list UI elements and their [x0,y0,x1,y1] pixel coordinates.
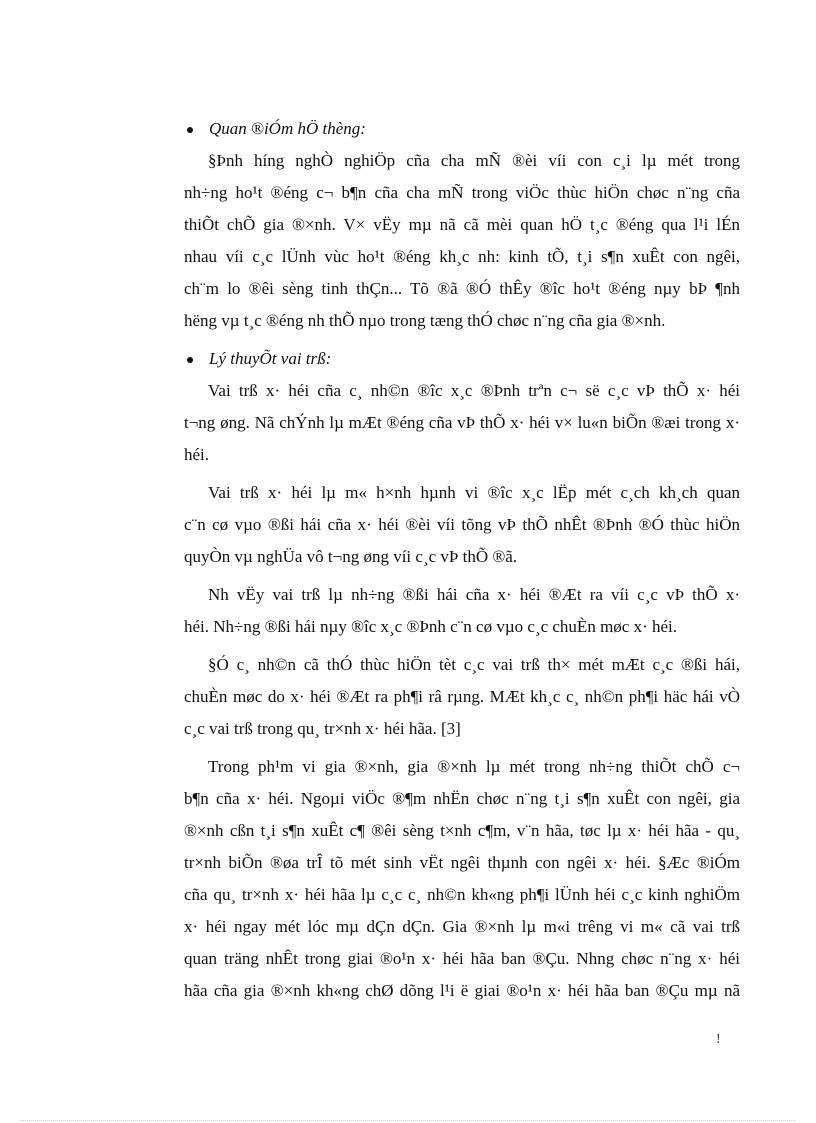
paragraph-line: ch¨m lo ®êi sèng tinh thÇn... Tõ ®ã ®Ó thÊy ®îc ho¹t ®éng nµy bÞ ¶nh [184,279,740,298]
paragraph-line: c¸c vai trß trong qu¸ tr×nh x· héi hãa. [3] [184,719,461,738]
paragraph-line: b¶n cña x· héi. Ngoµi viÖc ®¶m nhËn chøc n¨ng t¸i s¶n xuÊt con ngêi, gia [184,789,740,808]
section-heading-text: Quan ®iÓm hÖ thèng: [209,119,366,138]
paragraph [160,145,740,337]
paragraph-line: héi. Nh÷ng ®ßi hái nµy ®îc x¸c ®Þnh c¨n cø vµo c¸c chuÈn møc x· héi. [184,617,678,636]
paragraph [160,477,740,573]
paragraph-line: ®×nh cßn t¸i s¶n xuÊt c¶ ®êi sèng t×nh c¶m, v¨n hãa, tøc lµ x· héi hãa - qu¸ [184,821,740,840]
paragraph-line: Nh vËy vai trß lµ nh÷ng ®ßi hái cña x· héi ®Æt ra víi c¸c vÞ thÕ x· [208,585,740,604]
section-heading-text: Lý thuyÕt vai trß: [209,349,332,368]
paragraph-line: t¬ng øng. Nã chÝnh lµ mÆt ®éng cña vÞ thÕ x· héi v× lu«n biÕn ®æi trong x· [184,413,740,432]
paragraph-line: tr×nh biÕn ®øa trÎ tõ mét sinh vËt ngêi thµnh con ngêi x· héi. §Æc ®iÓm [184,853,740,872]
paragraph-line: Trong ph¹m vi gia ®×nh, gia ®×nh lµ mét trong nh÷ng thiÕt chÕ c¬ [208,757,740,776]
paragraph-line: §Ó c¸ nh©n cã thÓ thùc hiÖn tèt c¸c vai trß th× mét mÆt c¸c ®ßi hái, [208,655,740,674]
paragraph [160,579,740,643]
paragraph-line: x· héi ngay mét lóc mµ dÇn dÇn. Gia ®×nh lµ m«i trêng vi m« cã vai trß [184,917,740,936]
paragraph-line: nh÷ng ho¹t ®éng c¬ b¶n cña cha mÑ trong viÖc thùc hiÖn chøc n¨ng cña [184,183,740,202]
page-bottom-divider [20,1120,796,1121]
bullet-dot-icon [187,357,193,363]
paragraph-line: cña qu¸ tr×nh x· héi hãa lµ c¸c c¸ nh©n kh«ng ph¶i lÜnh héi c¸c kinh nghiÖm [184,885,740,904]
paragraph-line: quan träng nhÊt trong giai ®o¹n x· héi hãa ban ®Çu. Nhng chøc n¨ng x· héi [184,949,740,968]
paragraph-line: héi. [184,445,210,464]
paragraph-line: §Þnh híng nghÒ nghiÖp cña cha mÑ ®èi víi con c¸i lµ mét trong [208,151,740,170]
paragraph-line: hëng vµ t¸c ®éng nh thÕ nµo trong tæng thÓ chøc n¨ng cña gia ®×nh. [184,311,666,330]
document-body [160,113,740,1013]
paragraph-line: hãa cña gia ®×nh kh«ng chØ dõng l¹i ë giai ®o¹n x· héi hãa ban ®Çu mµ nã [184,981,740,1000]
paragraph-line: thiÕt chÕ gia ®×nh. V× vËy mµ nã cã mèi quan hÖ t¸c ®éng qua l¹i lÉn [184,215,740,234]
section-heading-systems-view [160,113,740,145]
paragraph-line: c¨n cø vµo ®ßi hái cña x· héi ®èi víi tõng vÞ thÕ nhÊt ®Þnh ®Ó thùc hiÖn [184,515,740,534]
page-number: ! [716,1032,721,1047]
paragraph [160,751,740,1007]
paragraph-line: nhau víi c¸c lÜnh vùc ho¹t ®éng kh¸c nh: kinh tÕ, t¸i s¶n xuÊt con ngêi, [184,247,740,266]
paragraph [160,375,740,471]
section-heading-role-theory [160,343,740,375]
paragraph [160,649,740,745]
paragraph-line: quyÒn vµ nghÜa vô t¬ng øng víi c¸c vÞ thÕ ®ã. [184,547,518,566]
paragraph-line: Vai trß x· héi lµ m« h×nh hµnh vi ®îc x¸c lËp mét c¸ch kh¸ch quan [208,483,740,502]
paragraph-line: Vai trß x· héi cña c¸ nh©n ®îc x¸c ®Þnh trªn c¬ së c¸c vÞ thÕ x· héi [208,381,740,400]
bullet-dot-icon [187,127,193,133]
paragraph-line: chuÈn møc do x· héi ®Æt ra ph¶i râ rµng. MÆt kh¸c c¸ nh©n ph¶i häc hái vÒ [184,687,740,706]
